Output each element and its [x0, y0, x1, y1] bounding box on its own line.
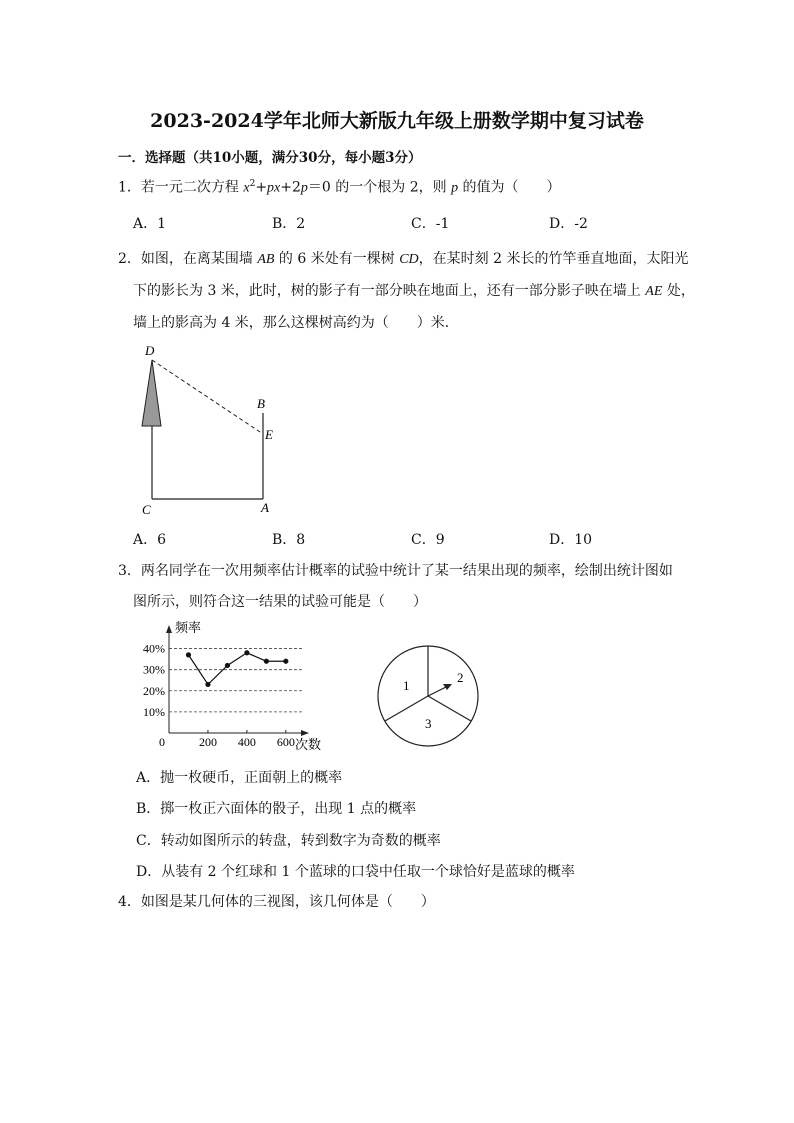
tree-wall-diagram	[130, 338, 290, 523]
question-2-option-d: D．10	[549, 532, 593, 548]
question-1-option-b: B．2	[272, 216, 306, 232]
data-point	[244, 650, 249, 655]
data-point	[186, 652, 191, 657]
y-tick-label: 20%	[143, 683, 165, 698]
y-tick-label: 30%	[143, 662, 165, 677]
question-2-stem-line-1: 2．如图，在离某围墙 AB 的 6 米处有一棵树 CD，在某时刻 2 米长的竹竿垂直地面，太阳光	[118, 251, 689, 267]
data-point	[283, 659, 288, 664]
question-3-stem-line-1: 3．两名同学在一次用频率估计概率的试验中统计了某一结果出现的频率，绘制出统计图如	[118, 563, 673, 579]
spinner-divider-left	[385, 696, 428, 721]
y-tick-label: 40%	[143, 641, 165, 656]
question-1-option-c: C．-1	[411, 216, 450, 232]
spinner-divider-right	[428, 696, 471, 721]
question-3-option-d: D．从装有 2 个红球和 1 个蓝球的口袋中任取一个球恰好是蓝球的概率	[136, 864, 575, 880]
x-tick-label: 200	[198, 735, 217, 749]
label-e: E	[265, 427, 273, 442]
spinner-pointer-head	[443, 684, 452, 690]
question-2-option-a: A．6	[133, 532, 167, 548]
y-tick-label: 10%	[143, 704, 165, 719]
question-1-option-a: A．1	[133, 216, 167, 232]
question-2-stem-line-2: 下的影长为 3 米，此时，树的影子有一部分映在地面上，还有一部分影子映在墙上 AE 处，	[133, 283, 695, 299]
chart-series	[186, 650, 289, 687]
question-2-stem-line-3: 墙上的影高为 4 米，那么这棵树高约为（ ）米．	[133, 315, 459, 331]
spinner-label-1: 1	[403, 678, 410, 693]
question-3-option-a: A．抛一枚硬币，正面朝上的概率	[136, 770, 343, 786]
tree-shape	[142, 360, 161, 426]
x-axis-label: 次数	[295, 737, 322, 752]
question-2-option-c: C．9	[411, 532, 445, 548]
question-3-option-c: C．转动如图所示的转盘，转到数字为奇数的概率	[136, 833, 441, 849]
question-4-stem: 4．如图是某几何体的三视图，该几何体是（ ）	[118, 894, 435, 910]
question-3-stem-line-2: 图所示，则符合这一结果的试验可能是（ ）	[133, 594, 427, 610]
question-2-option-b: B．8	[272, 532, 306, 548]
data-point	[264, 659, 269, 664]
label-c: C	[142, 502, 151, 517]
question-3-option-b: B．掷一枚正六面体的骰子，出现 1 点的概率	[136, 801, 417, 817]
data-point	[205, 682, 210, 687]
section-heading: 一．选择题（共10小题，满分30分，每小题3分）	[118, 150, 422, 166]
label-b: B	[257, 396, 265, 411]
question-1-stem: 1．若一元二次方程 $x^2+px+2p=0$ 的一个根为 2，则 p 的值为（ ）	[118, 179, 561, 196]
spinner-label-2: 2	[457, 670, 464, 685]
series-line	[188, 653, 285, 685]
origin-label: 0	[159, 735, 165, 749]
y-axis-arrow	[166, 625, 172, 633]
chart-gridlines	[169, 649, 304, 712]
data-point	[225, 663, 230, 668]
x-axis-arrow	[301, 730, 309, 736]
x-tick-label: 600	[276, 735, 295, 749]
spinner-diagram	[372, 640, 487, 755]
label-d: D	[145, 343, 155, 358]
page-title: 2023-2024学年北师大新版九年级上册数学期中复习试卷	[150, 110, 644, 132]
frequency-line-chart	[136, 618, 336, 754]
sun-ray-dashed-line	[152, 360, 263, 434]
label-a: A	[261, 500, 269, 515]
x-tick-label: 400	[237, 735, 256, 749]
question-1-option-d: D．-2	[549, 216, 588, 232]
spinner-label-3: 3	[425, 716, 432, 731]
y-axis-label: 频率	[175, 620, 202, 635]
